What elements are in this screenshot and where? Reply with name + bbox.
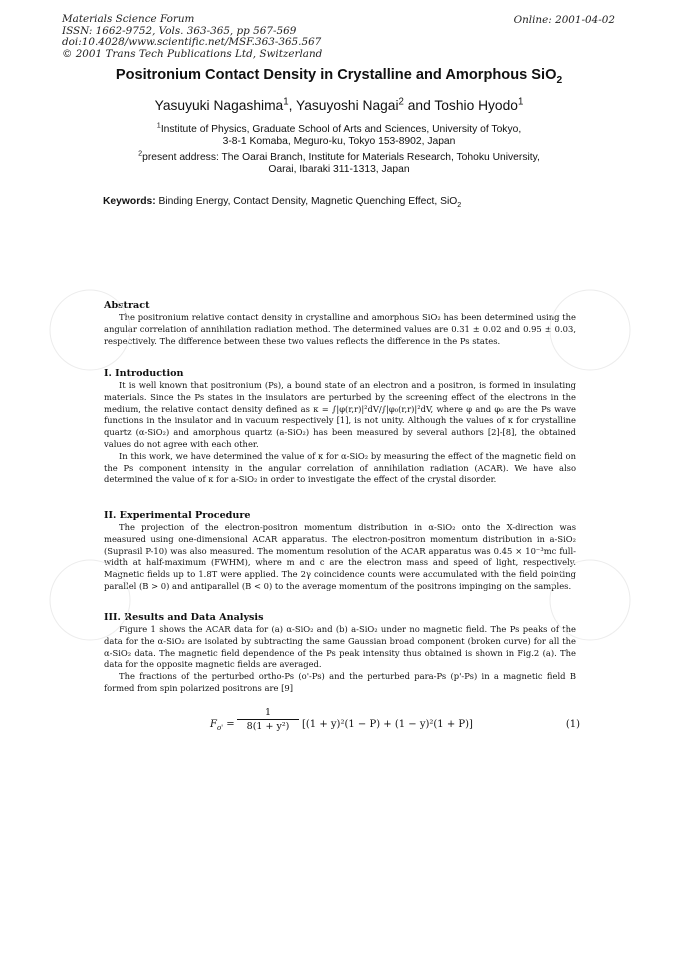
introduction-paragraph-1: It is well known that positronium (Ps), a bound state of an electron and a positron, is formed in insulating materials. Since the Ps states in the insulators are perturbed by the screening effect of the electrons in the medium, the relative contact density defined as κ = ∫|φ(r,r)|²dV/∫|φ₀(r,r)|²dV, where φ and φ₀ are the Ps wave functions in the insulator and in vacuum respectively [1], is not unity. Although the values of κ for crystalline quartz (α-SiO₂) and amorphous quartz (a-SiO₂) has been measured by several authors [2]-[8], the obtained values do not agree with each other.: [104, 380, 576, 449]
results-paragraph-1: Figure 1 shows the ACAR data for (a) α-SiO₂ and (b) a-SiO₂ under no magnetic field. The Ps peaks of the data for the α-SiO₂ are isolated by subtracting the same Gaussian broad component (broken curve) for all the α-SiO₂ data. The magnetic field dependence of the Ps peak intensity thus obtained is shown in Fig.2 (a). The data for the opposite magnetic fields are averaged.: [104, 624, 576, 670]
journal-header: [62, 14, 322, 60]
equation-rhs: [(1 + y)²(1 − P) + (1 − y)²(1 + P)]: [302, 719, 473, 730]
affiliation-1: [0, 120, 678, 148]
equation-denominator: 8(1 + y²): [246, 721, 290, 732]
abstract-text: The positronium relative contact density in crystalline and amorphous SiO₂ has been determined using the angular correlation of annihilation radiation method. The determined values are 0.31 ± 0.02 and 0.95 ± 0.03, respectively. The difference between these two values reflects the difference in the Ps states.: [104, 312, 576, 346]
results-section: [104, 612, 576, 695]
affiliation-1-mark: 1: [156, 120, 161, 130]
equation-lhs-subscript: o': [216, 724, 224, 732]
results-heading: III. Results and Data Analysis: [104, 612, 264, 623]
author-2-affil: 2: [398, 96, 404, 108]
online-date: Online: 2001-04-02: [513, 14, 615, 26]
affiliation-2: [0, 148, 678, 176]
introduction-section: [104, 368, 576, 486]
equation-lhs: [210, 719, 235, 730]
equation-fraction: [237, 707, 299, 732]
equation-numerator: 1: [264, 707, 272, 718]
author-1: Yasuyuki Nagashima: [154, 98, 284, 113]
equation-1: [210, 707, 580, 741]
experimental-heading: II. Experimental Procedure: [104, 510, 251, 521]
author-1-affil: 1: [283, 96, 289, 108]
introduction-heading: I. Introduction: [104, 368, 184, 379]
experimental-paragraph: The projection of the electron-positron momentum distribution in α-SiO₂ onto the X-direction was measured using one-dimensional ACAR apparatus. The electron-positron momentum distribution in a-SiO₂ (Suprasil P-10) was also measured. The momentum resolution of the ACAR apparatus was 0.45 × 10⁻³mc full-width at half-maximum (FWHM), where m and c are the electron mass and speed of light, respectively. Magnetic fields up to 1.8T were applied. The 2γ coincidence counts were accumulated with the field pointing parallel (B > 0) and antiparallel (B < 0) to the average momentum of the positrons impinging on the samples.: [104, 522, 576, 591]
affiliation-2-mark: 2: [138, 148, 143, 158]
introduction-paragraph-2: In this work, we have determined the value of κ for α-SiO₂ by measuring the effect of the magnetic field on the Ps component intensity in the angular correlation of annihilation radiation (ACAR). We have also determined the value of κ for a-SiO₂ in order to investigate the effect of the crystal disorder.: [104, 450, 576, 485]
keywords: [103, 196, 462, 210]
experimental-section: [104, 510, 576, 593]
affiliation-1-line2: 3-8-1 Komaba, Meguro-ku, Tokyo 153-8902, Japan: [222, 136, 456, 148]
title-subscript: 2: [556, 74, 563, 86]
affiliation-2-line1: present address: The Oarai Branch, Institute for Materials Research, Tohoku University,: [142, 152, 540, 163]
affiliation-2-line2: Oarai, Ibaraki 311-1313, Japan: [268, 164, 410, 176]
abstract-section: [104, 300, 576, 347]
author-list: [0, 98, 678, 113]
keywords-subscript: 2: [457, 200, 462, 210]
keywords-text: Binding Energy, Contact Density, Magnetic Quenching Effect, SiO: [155, 196, 458, 207]
journal-name: Materials Science Forum: [62, 13, 195, 25]
author-3-affil: 1: [517, 96, 524, 108]
author-2: , Yasuyoshi Nagai: [288, 98, 399, 113]
affiliation-1-line1: Institute of Physics, Graduate School of Arts and Sciences, University of Tokyo,: [160, 124, 522, 135]
keywords-label: Keywords:: [103, 196, 156, 207]
abstract-heading: Abstract: [104, 300, 150, 311]
paper-title: [0, 67, 678, 86]
equation-number: (1): [565, 719, 580, 730]
equation-equals: =: [223, 719, 235, 730]
copyright-line: © 2001 Trans Tech Publications Ltd, Switzerland: [62, 47, 323, 60]
doi-line[interactable]: doi:10.4028/www.scientific.net/MSF.363-365.567: [62, 36, 322, 49]
results-paragraph-2: The fractions of the perturbed ortho-Ps (o'-Ps) and the perturbed para-Ps (p'-Ps) in a magnetic field B formed from spin polarized positrons are [9]: [104, 671, 576, 693]
author-3: and Toshio Hyodo: [403, 98, 518, 113]
title-text: Positronium Contact Density in Crystalline and Amorphous SiO: [115, 67, 557, 83]
equation-lhs-symbol: F: [210, 719, 217, 730]
fraction-bar: [237, 719, 299, 720]
issn-line: ISSN: 1662-9752, Vols. 363-365, pp 567-569: [62, 24, 297, 37]
